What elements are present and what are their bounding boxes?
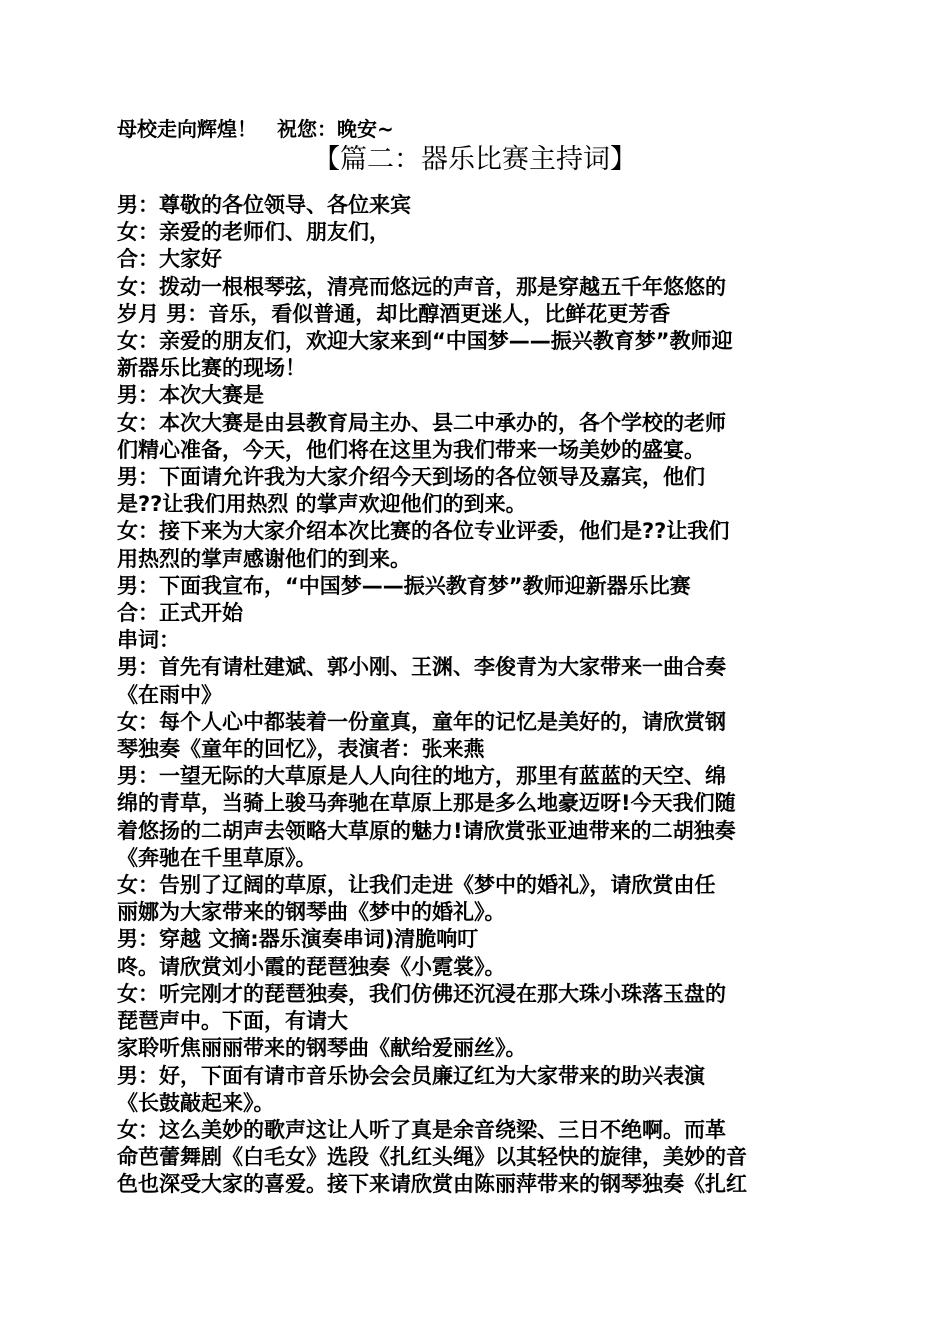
- script-line: 男：一望无际的大草原是人人向往的地方，那里有蓝蓝的天空、绵: [117, 764, 726, 789]
- script-line: 丽娜为大家带来的钢琴曲《梦中的婚礼》。: [117, 900, 506, 925]
- script-line: 女：亲爱的老师们、朋友们，: [117, 220, 390, 245]
- script-line: 家聆听焦丽丽带来的钢琴曲《献给爱丽丝》。: [117, 1036, 527, 1061]
- script-line: 男：下面请允许我为大家介绍今天到场的各位领导及嘉宾，他们: [117, 465, 705, 490]
- script-line: 新器乐比赛的现场！: [117, 356, 306, 381]
- script-line: 《奔驰在千里草原》。: [117, 845, 317, 870]
- script-line: 琵琶声中。下面，有请大: [117, 1009, 348, 1034]
- script-line: 们精心准备，今天，他们将在这里为我们带来一场美妙的盛宴。: [117, 437, 705, 462]
- script-line: 男：尊敬的各位领导、各位来宾: [117, 193, 411, 217]
- script-line: 女：告别了辽阔的草原，让我们走进《梦中的婚礼》，请欣赏由任: [117, 873, 716, 898]
- script-line: 女：接下来为大家介绍本次比赛的各位专业评委，他们是??让我们: [117, 519, 730, 544]
- script-line: 咚。请欣赏刘小霞的琵琶独奏《小霓裳》。: [117, 954, 506, 979]
- script-line: 着悠扬的二胡声去领略大草原的魅力!请欣赏张亚迪带来的二胡独奏: [117, 818, 736, 843]
- script-line: 合：正式开始: [117, 601, 243, 626]
- script-line: 岁月 男：音乐，看似普通，却比醇酒更迷人，比鲜花更芳香: [117, 301, 671, 326]
- script-line: 女：这么美妙的歌声这让人听了真是余音绕梁、三日不绝啊。而革: [117, 1117, 726, 1142]
- script-line: 用热烈的掌声感谢他们的到来。: [117, 546, 411, 571]
- script-line: 男：本次大赛是: [117, 383, 264, 408]
- script-line: 女：拨动一根根琴弦，清亮而悠远的声音，那是穿越五千年悠悠的: [117, 274, 726, 299]
- script-line: 女：亲爱的朋友们，欢迎大家来到“中国梦——振兴教育梦”教师迎: [117, 329, 733, 354]
- intro-line: 母校走向辉煌！ 祝您：晚安~: [117, 117, 394, 141]
- script-line: 女：本次大赛是由县教育局主办、县二中承办的，各个学校的老师: [117, 410, 726, 435]
- script-line: 男：穿越 文摘:器乐演奏串词)清脆响叮: [117, 927, 479, 952]
- script-line: 绵的青草，当骑上骏马奔驰在草原上那是多么地豪迈呀!今天我们随: [117, 791, 736, 816]
- script-body: [117, 192, 833, 1199]
- script-line: 是??让我们用热烈 的掌声欢迎他们的到来。: [117, 492, 527, 517]
- script-line: 琴独奏《童年的回忆》，表演者：张来燕: [117, 737, 485, 762]
- script-line: 女：听完刚才的琵琶独奏，我们仿佛还沉浸在那大珠小珠落玉盘的: [117, 981, 726, 1006]
- script-line: 命芭蕾舞剧《白毛女》选段《扎红头绳》以其轻快的旋律，美妙的音: [117, 1145, 747, 1170]
- script-line: 男：下面我宣布，“中国梦——振兴教育梦”教师迎新器乐比赛: [117, 573, 691, 598]
- script-line: 合：大家好: [117, 247, 222, 272]
- script-line: 男：首先有请杜建斌、郭小刚、王渊、李俊青为大家带来一曲合奏: [117, 655, 726, 680]
- section-title: 【篇二：器乐比赛主持词】: [313, 144, 637, 175]
- script-line: 《在雨中》: [117, 682, 222, 707]
- script-line: 串词：: [117, 628, 180, 653]
- script-line: 色也深受大家的喜爱。接下来请欣赏由陈丽萍带来的钢琴独奏《扎红: [117, 1172, 747, 1197]
- script-line: 女：每个人心中都装着一份童真，童年的记忆是美好的，请欣赏钢: [117, 709, 726, 734]
- script-line: 男：好，下面有请市音乐协会会员廉辽红为大家带来的助兴表演: [117, 1063, 705, 1088]
- script-line: 《长鼓敲起来》。: [117, 1090, 275, 1115]
